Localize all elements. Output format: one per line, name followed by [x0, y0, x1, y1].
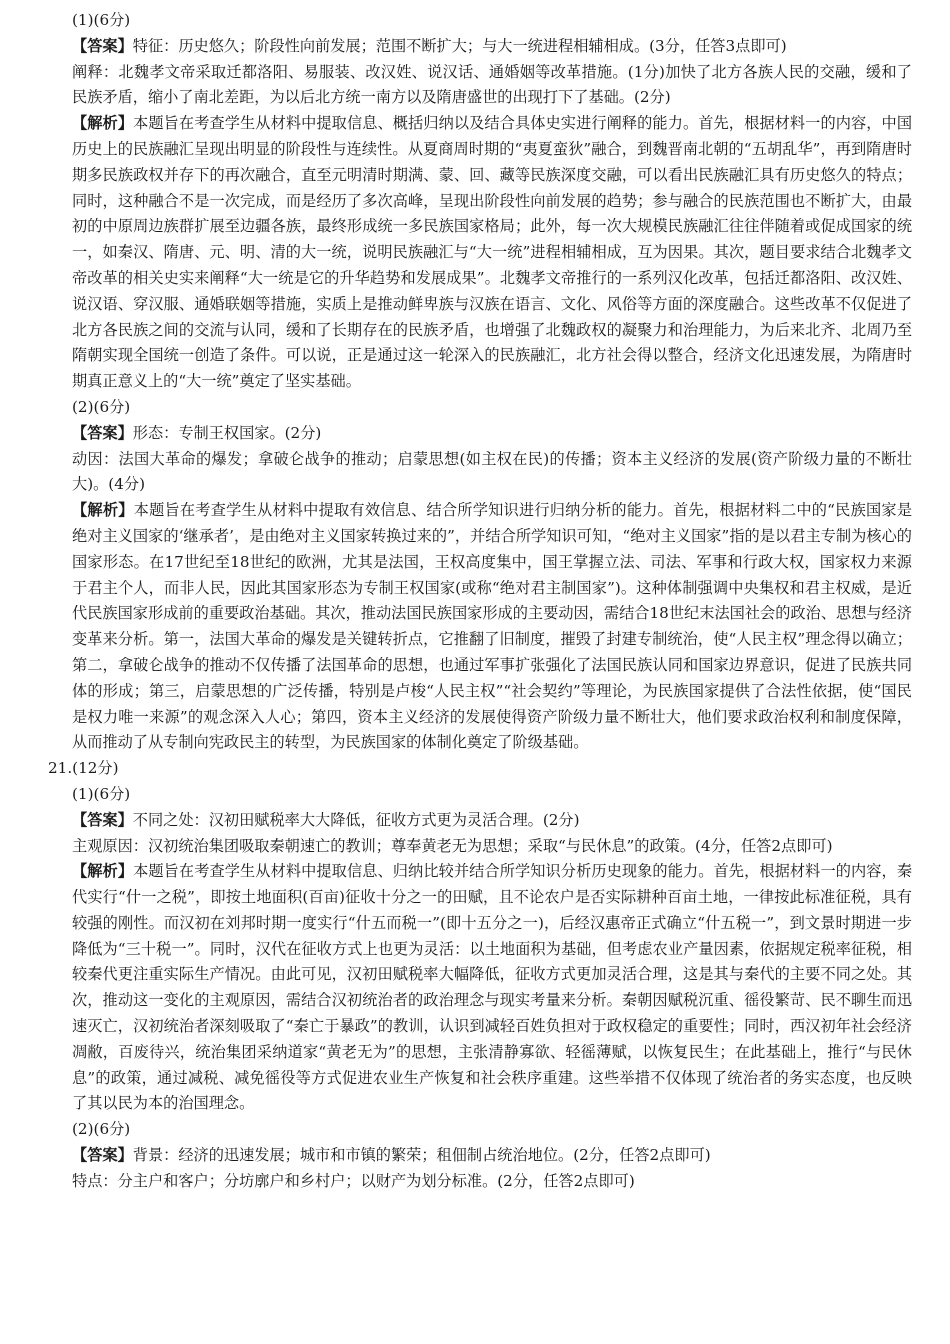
answer-block: 【答案】不同之处：汉初田赋税率大大降低，征收方式更为灵活合理。(2分): [72, 810, 580, 829]
answer-tag: 【答案】: [72, 36, 133, 55]
question-21-heading: 21.(12分): [48, 759, 119, 778]
analysis-tag: 【解析】: [72, 114, 134, 133]
analysis-tag: 【解析】: [72, 862, 134, 881]
sub-question-2-heading: (2)(6分): [72, 397, 131, 416]
analysis-block: 【解析】本题旨在考查学生从材料中提取有效信息、结合所学知识进行归纳分析的能力。首先，根据材料二中的“民族国家是绝对主义国家的‘继承者’，是由绝对主义国家转换过来的”，并结合所学知识可知，“绝对主义国家”指的是以君主专制为核心的国家形态。在17世纪至18世纪的欧洲，尤其是法国，王权高度集中，国王掌握立法、司法、军事和行政大权，国家权力来源于君主个人，而非人民，因此其国家形态为专制王权国家(或称“绝对君主制国家”)。这种体制强调中央集权和君主权威，是近代民族国家形成前的重要政治基础。其次，推动法国民族国家形成的主要动因，需结合18世纪末法国社会的政治、思想与经济变革来分析。第一，法国大革命的爆发是关键转折点，它推翻了旧制度，摧毁了封建专制统治，使“人民主权”理念得以确立；第二，拿破仑战争的推动不仅传播了法国革命的思想，也通过军事扩张强化了法国民族认同和国家边界意识，促进了民族共同体的形成；第三，启蒙思想的广泛传播，特别是卢梭“人民主权”“社会契约”等理论，为民族国家提供了合法性依据，使“国民是权力唯一来源”的观念深入人心；第四，资本主义经济的发展使得资产阶级力量不断壮大，他们要求政治权利和制度保障，从而推动了从专制向宪政民主的转型，为民族国家的体制化奠定了阶级基础。: [72, 501, 913, 752]
sub-question-1-heading: (1)(6分): [72, 784, 131, 803]
analysis-tag: 【解析】: [72, 501, 134, 520]
analysis-block: 【解析】本题旨在考查学生从材料中提取信息、归纳比较并结合所学知识分析历史现象的能力。首先，根据材料一的内容，秦代实行“什一之税”，即按土地面积(百亩)征收十分之一的田赋，且不论农户是否实际耕种百亩土地，一律按此标准征税，具有较强的刚性。而汉初在刘邦时期一度实行“什五而税一”(即十五分之一)，后经汉惠帝正式确立“什五税一”，到文景时期进一步降低为“三十税一”。同时，汉代在征收方式上也更为灵活：以土地面积为基础，但考虑农业产量因素，依据规定税率征税，相较秦代更注重实际生产情况。由此可见，汉初田赋税率大幅降低，征收方式更加灵活合理，这是其与秦代的主要不同之处。其次，推动这一变化的主观原因，需结合汉初统治者的政治理念与现实考量来分析。秦朝因赋税沉重、徭役繁苛、民不聊生而迅速灭亡，汉初统治者深刻吸取了“秦亡于暴政”的教训，认识到减轻百姓负担对于政权稳定的重要性；同时，西汉初年社会经济凋敝，百废待兴，统治集团采纳道家“黄老无为”的思想，主张清静寡欲、轻徭薄赋，以恢复民生；在此基础上，推行“与民休息”的政策，通过减税、减免徭役等方式促进农业生产恢复和社会秩序重建。这些举措不仅体现了统治者的务实态度，也反映了其以民为本的治国理念。: [72, 862, 913, 1113]
reason-paragraph: 主观原因：汉初统治集团吸取秦朝速亡的教训；尊奉黄老无为思想；采取“与民休息”的政策。(4分，任答2点即可): [72, 836, 833, 855]
feature-paragraph: 特点：分主户和客户；分坊廓户和乡村户；以财产为划分标准。(2分，任答2点即可): [72, 1171, 635, 1190]
explanation-paragraph: 阐释：北魏孝文帝采取迁都洛阳、易服装、改汉姓、说汉话、通婚姻等改革措施。(1分)加快了北方各族人民的交融，缓和了民族矛盾，缩小了南北差距，为以后北方统一南方以及隋唐盛世的出现打下了基础。(2分): [72, 62, 912, 107]
motive-paragraph: 动因：法国大革命的爆发；拿破仑战争的推动；启蒙思想(如主权在民)的传播；资本主义经济的发展(资产阶级力量的不断壮大)。(4分): [72, 449, 912, 494]
answer-tag: 【答案】: [72, 423, 133, 442]
answer-block: 【答案】特征：历史悠久；阶段性向前发展；范围不断扩大；与大一统进程相辅相成。(3分，任答3点即可): [72, 36, 787, 55]
answer-tag: 【答案】: [72, 810, 133, 829]
sub-question-1-heading: (1)(6分): [72, 11, 131, 29]
answer-block: 【答案】形态：专制王权国家。(2分): [72, 423, 322, 442]
answer-block: 【答案】背景：经济的迅速发展；城市和市镇的繁荣；租佃制占统治地位。(2分，任答2点即可): [72, 1146, 711, 1165]
answer-tag: 【答案】: [72, 1146, 133, 1165]
sub-question-2-heading: (2)(6分): [72, 1120, 131, 1139]
analysis-block: 【解析】本题旨在考查学生从材料中提取信息、概括归纳以及结合具体史实进行阐释的能力。首先，根据材料一的内容，中国历史上的民族融汇呈现出明显的阶段性与连续性。从夏商周时期的“夷夏蛮狄”融合，到魏晋南北朝的“五胡乱华”，再到隋唐时期多民族政权并存下的再次融合，直至元明清时期满、蒙、回、藏等民族深度交融，可以看出民族融汇具有历史悠久的特点；同时，这种融合不是一次完成，而是经历了多次高峰，呈现出阶段性向前发展的趋势；参与融合的民族范围也不断扩大，由最初的中原周边族群扩展至边疆各族，最终形成统一多民族国家格局；此外，每一次大规模民族融汇往往伴随着或促成国家的统一，如秦汉、隋唐、元、明、清的大一统，说明民族融汇与“大一统”进程相辅相成，互为因果。其次，题目要求结合北魏孝文帝改革的相关史实来阐释“大一统是它的升华趋势和发展成果”。北魏孝文帝推行的一系列汉化改革，包括迁都洛阳、改汉姓、说汉语、穿汉服、通婚联姻等措施，实质上是推动鲜卑族与汉族在语言、文化、风俗等方面的深度融合。这些改革不仅促进了北方各民族之间的交流与认同，缓和了长期存在的民族矛盾，也增强了北魏政权的凝聚力和治理能力，为后来北齐、北周乃至隋朝实现全国统一创造了条件。可以说，正是通过这一轮深入的民族融汇，北方社会得以整合，经济文化迅速发展，为隋唐时期真正意义上的“大一统”奠定了坚实基础。: [72, 114, 913, 391]
